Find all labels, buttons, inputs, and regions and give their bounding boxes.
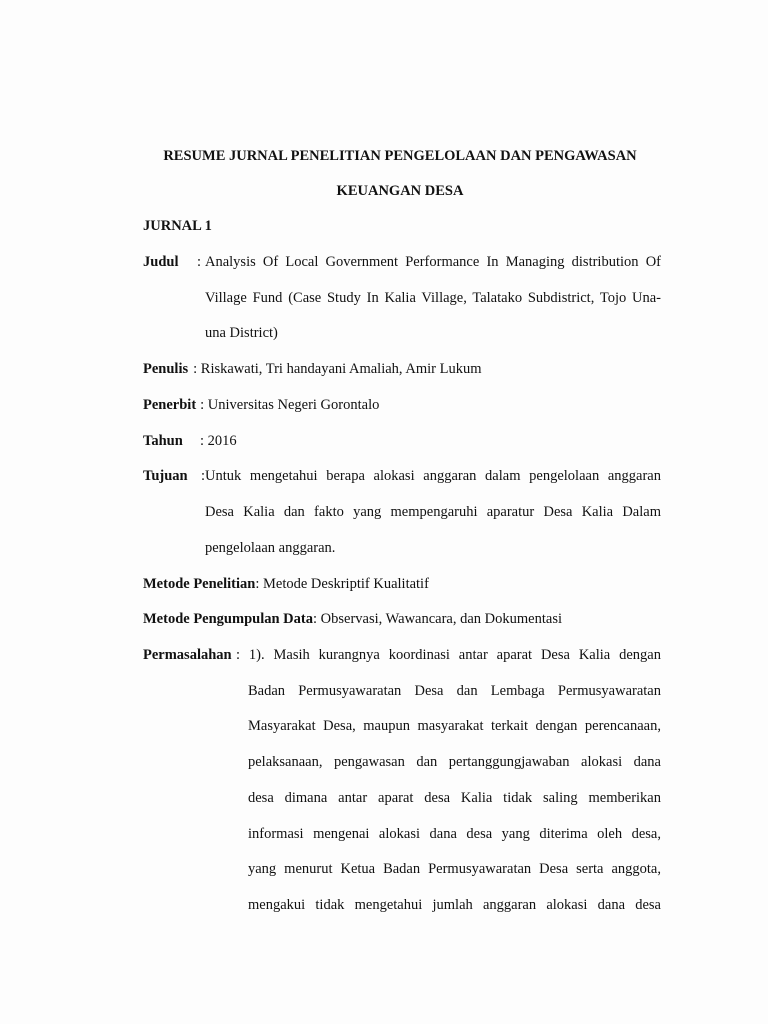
permasalahan-line-7: yang menurut Ketua Badan Permusyawaratan Desa serta anggota, [248, 861, 661, 877]
permasalahan-line-8: mengakui tidak mengetahui jumlah anggaran alokasi dana desa [248, 897, 661, 913]
judul-separator: : [197, 254, 202, 270]
penerbit-row: Penerbit : Universitas Negeri Gorontalo [143, 397, 380, 413]
judul-line-1: Analysis Of Local Government Performance In Managing distribution Of [205, 254, 661, 270]
document-title-line-2: KEUANGAN DESA [336, 183, 464, 199]
permasalahan-label: Permasalahan [143, 647, 232, 663]
tujuan-line-2: Desa Kalia dan fakto yang mempengaruhi aparatur Desa Kalia Dalam [205, 504, 661, 520]
judul-line-2: Village Fund (Case Study In Kalia Village, Talatako Subdistrict, Tojo Una- [205, 290, 661, 306]
penulis-row: Penulis : Riskawati, Tri handayani Amaliah, Amir Lukum [143, 361, 482, 377]
tujuan-line-1: :Untuk mengetahui berapa alokasi anggaran dalam pengelolaan anggaran [201, 468, 661, 484]
judul-line-3: una District) [205, 325, 278, 341]
permasalahan-line-3: Masyarakat Desa, maupun masyarakat terkait dengan perencanaan, [248, 718, 661, 734]
judul-label: Judul [143, 254, 179, 270]
permasalahan-line-1: : 1). Masih kurangnya koordinasi antar aparat Desa Kalia dengan [236, 647, 661, 663]
tujuan-label: Tujuan [143, 468, 188, 484]
permasalahan-line-6: informasi mengenai alokasi dana desa yang diterima oleh desa, [248, 826, 661, 842]
metode-penelitian-row: Metode Penelitian: Metode Deskriptif Kualitatif [143, 576, 429, 592]
metode-pengumpulan-row: Metode Pengumpulan Data: Observasi, Wawancara, dan Dokumentasi [143, 611, 562, 627]
tahun-label: Tahun [143, 433, 183, 449]
tujuan-line-3: pengelolaan anggaran. [205, 540, 336, 556]
document-title-line-1: RESUME JURNAL PENELITIAN PENGELOLAAN DAN PENGAWASAN [163, 148, 637, 164]
section-heading: JURNAL 1 [143, 218, 212, 234]
permasalahan-line-2: Badan Permusyawaratan Desa dan Lembaga Permusyawaratan [248, 683, 661, 699]
permasalahan-line-4: pelaksanaan, pengawasan dan pertanggungjawaban alokasi dana [248, 754, 661, 770]
tahun-value: : 2016 [200, 433, 237, 449]
permasalahan-line-5: desa dimana antar aparat desa Kalia tidak saling memberikan [248, 790, 661, 806]
